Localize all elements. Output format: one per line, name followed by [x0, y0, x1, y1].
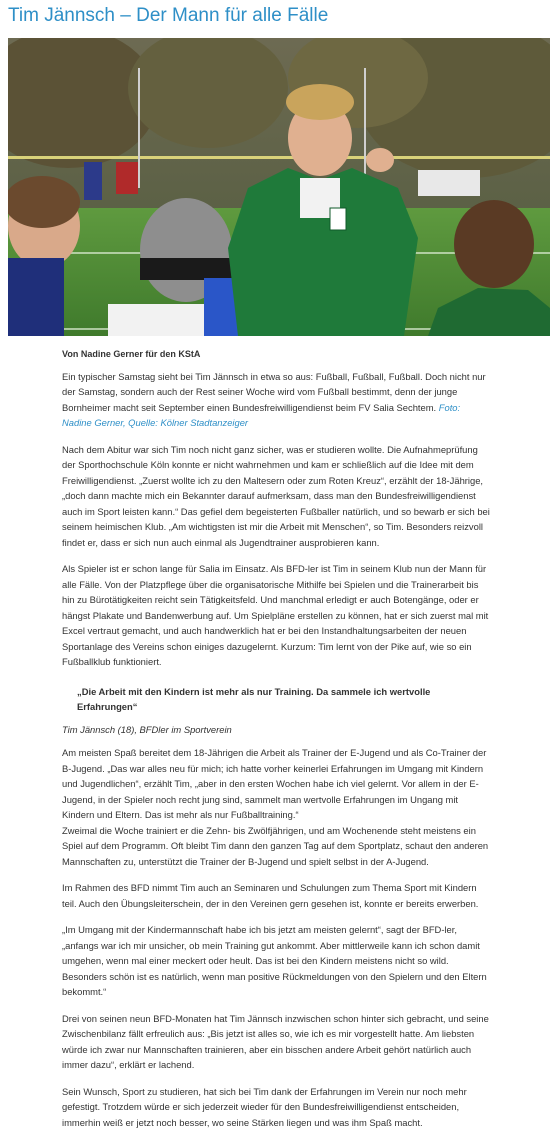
paragraph: Zweimal die Woche trainiert er die Zehn- bis Zwölfjährigen, und am Wochenende steht meistens ein Spiel auf dem Programm. Oft bleibt Tim dann den ganzen Tag auf dem Sportplatz, schaut den anderen Mannschaften zu, unterstützt die Trainer der B-Jugend und spielt selbst in der A-Jugend.	[62, 824, 489, 867]
photo-illustration	[8, 38, 550, 336]
team-photo	[8, 38, 550, 336]
byline: Von Nadine Gerner für den KStA	[62, 349, 201, 359]
quote-source: Tim Jännsch (18), BFDler im Sportverein	[62, 723, 232, 735]
paragraph: „Im Umgang mit der Kindermannschaft habe ich bis jetzt am meisten gelernt“, sagt der BFD-ler, „anfangs war ich mir unsicher, ob mein Training gut ankommt. Aber mittlerweile kann ich schon damit umgehen, wenn mal einer meckert oder heult. Das ist bei den Kindern meistens nicht so wild. Besonders schön ist es natürlich, wenn man positive Rückmeldungen von den Spielern und den Eltern bekommt.“	[62, 924, 487, 997]
paragraph: Im Rahmen des BFD nimmt Tim auch an Seminaren und Schulungen zum Thema Sport mit Kindern teil. Auch den Übungsleiterschein, der in den Vereinen gern gesehen ist, konnte er bereits erwerben.	[62, 882, 479, 909]
intro-paragraph	[62, 369, 492, 431]
pull-quote: „Die Arbeit mit den Kindern ist mehr als nur Training. Da sammele ich wertvolle Erfahrungen“	[77, 685, 431, 712]
page-title: Tim Jännsch – Der Mann für alle Fälle	[8, 5, 329, 26]
paragraph: Als Spieler ist er schon lange für Salia im Einsatz. Als BFD-ler ist Tim in seinem Klub nun der Mann für alle Fälle. Von der Platzpflege über die organisatorische Mithilfe bei Spielen und die Trainerarbeit bis hin zu Bürotätigkeiten reicht sein Tätigkeitsfeld. Und manchmal erledigt er auch Botengänge, oder er hängst Plakate und Bandenwerbung auf. Um Spielpläne erstellen zu können, hat er sich zuerst mal mit Excel vertraut gemacht, und auch handwerklich hat er bei den Instandhaltungsarbeiten der neuen Sportanlage des Vereins schon einiges dazugelernt. Kurzum: Tim lernt von der Pike auf, wie so ein Fußballklub funktioniert.	[62, 563, 489, 667]
paragraph: Nach dem Abitur war sich Tim noch nicht ganz sicher, was er studieren wollte. Die Aufnahmeprüfung der Sporthochschule Köln konnte er nicht wahrnehmen und kam er schließlich auf die Idee mit dem Freiwilligendienst. „Zuerst wollte ich zu den Maltesern oder zum Roten Kreuz“, erzählt der 18-Jährige, „doch dann machte mich ein Bekannter darauf aufmerksam, dass man den Bundesfreiwilligendienst auch im Sport leisten kann.“ Das gefiel dem begeisterten Fußballer natürlich, und so bewarb er sich bei seinem heimischen Klub. „Am wichtigsten ist mir die Arbeit mit Menschen“, so Tim. Besonders reizvoll findet er, dass er sich nun auch einmal als Jugendtrainer ausprobieren kann.	[62, 443, 490, 548]
paragraph: Am meisten Spaß bereitet dem 18-Jährigen die Arbeit als Trainer der E-Jugend und als Co-Trainer der B-Jugend. „Das war alles neu für mich; ich hatte vorher keinerlei Erfahrungen im Umgang mit Kindern und Jugendlichen“, erzählt Tim, „aber in den ersten Wochen habe ich viel gelernt. Vor allem in der E-Jugend, in der Spieler noch recht jung sind, sammelt man wertvolle Erfahrungen im Ungang mit Kindern und Eltern. Das ist mehr als nur Fußballtraining.“	[62, 747, 487, 820]
paragraph: Sein Wunsch, Sport zu studieren, hat sich bei Tim dank der Erfahrungen im Verein nur noch mehr gefestigt. Trotzdem würde er sich jederzeit wieder für den Bundesfreiwilligendienst entscheiden, immerhin weiß er jetzt noch besser, wo seine Stärken liegen und was ihm Spaß macht.	[62, 1085, 467, 1128]
article-body	[62, 347, 492, 1141]
intro-text: Ein typischer Samstag sieht bei Tim Jännsch in etwa so aus: Fußball, Fußball, Fußball. Doch nicht nur der Samstag, sondern auch der Rest seiner Woche wird vom Fußball bestimmt, denn der junge Bornheimer macht seit September einen Bundesfreiwilligendienst beim FV Salia Sechtem.	[62, 370, 486, 413]
photo-credit: Foto: Nadine Gerner, Quelle: Kölner Stadtanzeiger	[62, 401, 461, 428]
paragraph: Drei von seinen neun BFD-Monaten hat Tim Jännsch inzwischen schon hinter sich gebracht, und seine Zwischenbilanz fällt erfreulich aus: „Bis jetzt ist alles so, wie ich es mir vorgestellt hatte. Am liebsten würde ich zwar nur Mannschaften trainieren, aber ein bisschen andere Arbeit gehört natürlich auch immer dazu“, erklärt er lachend.	[62, 1012, 489, 1070]
